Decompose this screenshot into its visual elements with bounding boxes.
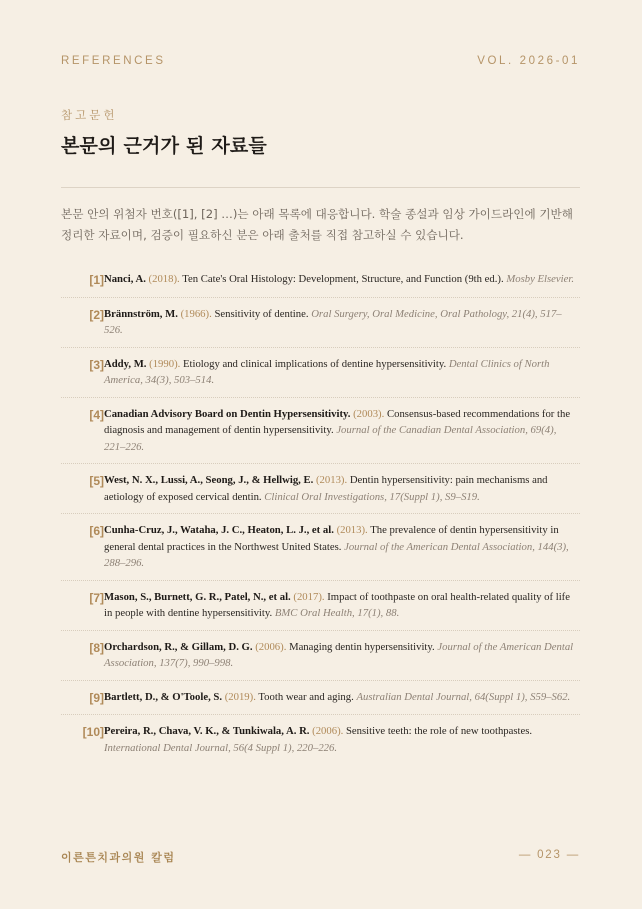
reference-source: Mosby Elsevier. [506, 273, 574, 285]
reference-year: (1966). [180, 307, 212, 320]
reference-citation [104, 723, 580, 756]
reference-authors: Canadian Advisory Board on Dentin Hypersensitivity. [104, 407, 351, 420]
reference-authors: Bartlett, D., & O'Toole, S. [104, 690, 223, 703]
reference-number-label: [2] [89, 307, 104, 322]
reference-source: Journal of the Canadian Dental Association, 69(4), 221–226. [104, 424, 557, 453]
reference-item [61, 715, 580, 764]
reference-citation [104, 356, 580, 389]
reference-year: (2017). [293, 590, 325, 603]
reference-source: Journal of the American Dental Association, 144(3), 288–296. [104, 540, 569, 569]
reference-year: (2003). [353, 407, 385, 420]
reference-list [61, 263, 580, 764]
reference-item [61, 681, 580, 716]
reference-title: Etiology and clinical implications of dentine hypersensitivity. [182, 357, 447, 370]
reference-number [61, 589, 104, 607]
reference-number [61, 306, 104, 324]
reference-year: (1990). [149, 357, 181, 370]
reference-source: Clinical Oral Investigations, 17(Suppl 1), S9–S19. [264, 490, 480, 503]
reference-citation [104, 472, 580, 505]
reference-item [61, 631, 580, 681]
reference-number [61, 522, 104, 540]
reference-authors: Mason, S., Burnett, G. R., Patel, N., et al. [104, 590, 291, 603]
reference-authors: West, N. X., Lussi, A., Seong, J., & Hellwig, E. [104, 474, 314, 486]
page [61, 0, 580, 909]
reference-year: (2018). [148, 273, 180, 285]
reference-number-label: [4] [89, 407, 104, 422]
reference-number-label: [5] [89, 474, 104, 488]
reference-number [61, 689, 104, 707]
header-section-label: REFERENCES [61, 55, 166, 67]
reference-number [61, 406, 104, 424]
reference-authors: Orchardson, R., & Gillam, D. G. [104, 640, 253, 653]
section-kicker: 참고문헌 [61, 108, 118, 122]
reference-item [61, 263, 580, 298]
reference-authors: Cunha-Cruz, J., Wataha, J. C., Heaton, L. J., et al. [104, 524, 334, 536]
reference-citation [104, 271, 580, 288]
reference-number-label: [3] [89, 357, 104, 372]
reference-item [61, 348, 580, 398]
reference-citation [104, 589, 580, 622]
page-footer [61, 849, 580, 865]
reference-title: Sensitive teeth: the role of new toothpastes. [345, 725, 533, 737]
reference-title: The prevalence of dentin hypersensitivity in general dental practices in the Northwest United States. [104, 524, 559, 553]
reference-source: Journal of the American Dental Association, 137(7), 990–998. [104, 640, 574, 669]
reference-number-label: [9] [89, 690, 104, 705]
reference-number [61, 271, 104, 289]
reference-citation [104, 406, 580, 456]
reference-year: (2019). [224, 690, 256, 703]
reference-number-label: [7] [89, 590, 104, 605]
reference-source: Oral Surgery, Oral Medicine, Oral Pathology, 21(4), 517–526. [104, 307, 562, 336]
reference-citation [104, 689, 580, 706]
reference-number [61, 472, 104, 490]
header-volume-label: VOL. 2026-01 [477, 55, 580, 67]
reference-title: Impact of toothpaste on oral health-related quality of life in people with dentine hypersensitivity. [104, 590, 570, 619]
reference-year: (2013). [316, 474, 348, 486]
reference-source: Australian Dental Journal, 64(Suppl 1), S59–S62. [356, 690, 571, 703]
footer-publication: 이른튼치과의원 칼럼 [61, 851, 176, 864]
intro-paragraph: 본문 안의 위첨자 번호([1], [2] …)는 아래 목록에 대응합니다. 학술 종설과 임상 가이드라인에 기반해 정리한 자료이며, 검증이 필요하신 분은 아래 출처를 직접 참고하실 수 있습니다. [61, 207, 573, 242]
reference-number-label: [6] [89, 524, 104, 538]
reference-number [61, 639, 104, 657]
reference-title: Sensitivity of dentine. [214, 307, 309, 320]
reference-citation [104, 306, 580, 339]
reference-item [61, 298, 580, 348]
reference-year: (2013). [336, 524, 368, 536]
reference-number-label: [8] [89, 640, 104, 655]
reference-number-label: [1] [89, 273, 104, 287]
reference-item [61, 514, 580, 581]
reference-source: International Dental Journal, 56(4 Suppl 1), 220–226. [104, 741, 338, 754]
page-number: — 023 — [518, 849, 580, 861]
running-header [61, 55, 580, 67]
page-title: 본문의 근거가 된 자료들 [61, 135, 267, 157]
reference-number [61, 723, 104, 741]
reference-authors: Pereira, R., Chava, V. K., & Tunkiwala, A. R. [104, 725, 310, 737]
reference-citation [104, 522, 580, 572]
reference-year: (2006). [255, 640, 287, 653]
reference-item [61, 398, 580, 465]
reference-title: Tooth wear and aging. [258, 690, 354, 703]
reference-item [61, 581, 580, 631]
reference-authors: Addy, M. [104, 357, 147, 370]
reference-year: (2006). [312, 725, 344, 737]
reference-authors: Brännström, M. [104, 307, 178, 320]
title-divider [61, 187, 580, 188]
reference-title: Ten Cate's Oral Histology: Development, Structure, and Function (9th ed.). [182, 273, 504, 285]
reference-title: Managing dentin hypersensitivity. [289, 640, 435, 653]
reference-title: Dentin hypersensitivity: pain mechanisms and aetiology of exposed cervical dentin. [104, 474, 548, 503]
reference-source: BMC Oral Health, 17(1), 88. [274, 607, 400, 619]
reference-number-label: [10] [82, 725, 104, 739]
reference-authors: Nanci, A. [104, 273, 146, 285]
reference-title: Consensus-based recommendations for the diagnosis and management of dentin hypersensitivity. [104, 407, 571, 436]
reference-item [61, 464, 580, 514]
reference-source: Dental Clinics of North America, 34(3), 503–514. [104, 357, 550, 386]
reference-citation [104, 639, 580, 672]
reference-number [61, 356, 104, 374]
